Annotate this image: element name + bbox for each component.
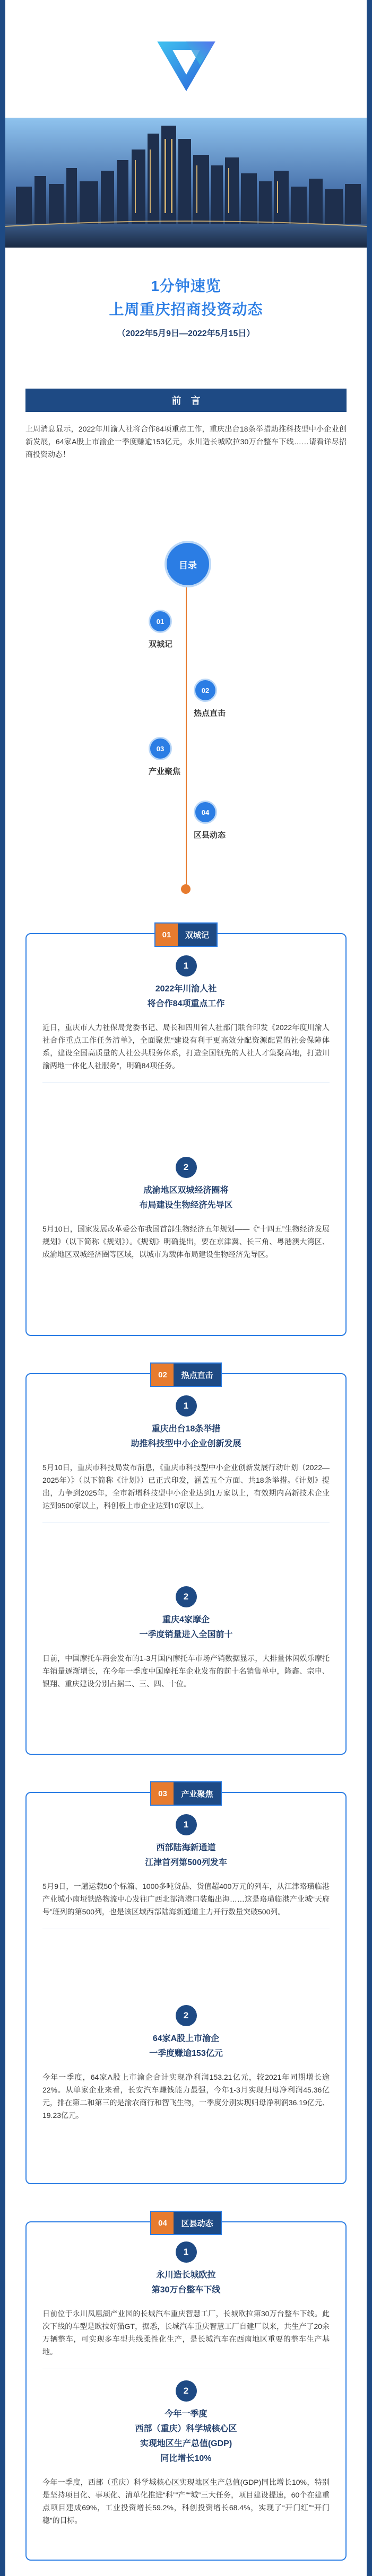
item-title: 永川造长城欧拉 第30万台整车下线 [151, 2271, 221, 2294]
logo-area [5, 32, 367, 95]
item-title: 64家A股上市渝企 一季度赚逾153亿元 [149, 2034, 223, 2058]
item-body: 今年一季度，64家A股上市渝企合计实现净利润153.21亿元，较2021年同期增长逾22%。从单家企业来看，长安汽车赚钱能力最强，今年1-3月实现归母净利润45.36亿元，排在第二和第三的是渝农商行和智飞生物，一季度分别实现归母净利润36.19亿元、19.23亿元。 [42, 2073, 330, 2120]
section-number: 01 [155, 924, 178, 946]
headline-line-2: 上周重庆招商投资动态 [109, 301, 263, 318]
section-number: 03 [151, 1782, 174, 1805]
toc-item-number: 02 [194, 679, 217, 702]
section-number: 04 [151, 2212, 174, 2234]
news-item [42, 2005, 330, 2122]
section-tag [150, 2211, 221, 2235]
item-title: 2022年川渝人社 将合作84项重点工作 [147, 984, 225, 1008]
item-number: 1 [176, 2241, 197, 2263]
section-shuangchengji [25, 930, 347, 1336]
timeline-end-dot [181, 884, 191, 894]
section-hot-topics [25, 1370, 347, 1755]
toc-item[interactable] [149, 610, 260, 649]
news-item [42, 1395, 330, 1523]
news-item [42, 1814, 330, 1929]
toc-item-number: 03 [149, 737, 172, 760]
section-tag [154, 922, 218, 947]
item-body: 近日，重庆市人力社保局党委书记、局长和四川省人社部门联合印发《2022年度川渝人社合作重点工作任务清单》，全面聚焦“建设有利于更高效分配资源配置的社会保障体系，建设全国高质量的人社公共服务体系，打造全国领先的人社人才集聚高地，打造川渝两地一体化人社服务”，明确84项任务。 [42, 1023, 330, 1070]
headline-line-1: 1分钟速览 [151, 278, 221, 294]
item-title: 今年一季度 西部（重庆）科学城核心区 实现地区生产总值(GDP) 同比增长10% [135, 2410, 237, 2463]
toc-item-label: 双城记 [149, 640, 173, 649]
headline [5, 275, 367, 339]
preface-heading: 前 言 [25, 389, 347, 412]
item-body: 5月9日，一趟运载50个标箱、1000多吨货品、货值超400万元的列车，从江津珞璜临港产业城小南垭铁路物流中心发往广西北部湾港口装船出海……这是珞璜临港产业城“天府号”班列的第500列，也是该区域西部陆海新通道主力开行数量突破500列。 [42, 1882, 330, 1916]
item-number: 2 [176, 1157, 197, 1178]
item-body: 今年一季度，西部（重庆）科学城核心区实现地区生产总值(GDP)同比增长10%，特别是坚持项目化、事项化、清单化推进“科”“产”“城”三大任务，项目建设提速，60个在建重点项目建成69%，工业投资增长59.2%，科创投资增长68.4%，实现了“开门红”“开门稳”的目标。 [42, 2478, 330, 2525]
toc-item-number: 04 [194, 801, 217, 824]
toc-item-label: 产业聚焦 [149, 767, 181, 776]
item-body: 日前，中国摩托车商会发布的1-3月国内摩托车市场产销数据显示，大排量休闲娱乐摩托车销量逐渐增长，在今年一季度中国摩托车企业发布的前十名销售单中，隆鑫、宗申、银翔、重庆建设分别占据二、三、四、十位。 [42, 1654, 330, 1688]
news-item [42, 1157, 330, 1261]
item-number: 1 [176, 955, 197, 977]
toc-item-label: 区县动态 [194, 831, 226, 840]
date-range: （2022年5月9日—2022年5月15日） [117, 329, 255, 338]
section-label: 产业聚焦 [174, 1782, 220, 1805]
section-header [27, 1781, 345, 1806]
toc-item-label: 热点直击 [194, 709, 226, 718]
news-item [42, 2241, 330, 2369]
item-number: 2 [176, 1586, 197, 1607]
preface-text: 上周消息显示，2022年川渝人社将合作84项重点工作，重庆出台18条举措助推科技型中小企业创新发展，64家A股上市渝企一季度赚逾153亿元，永川造长城欧拉30万台整车下线……请看详尽招商投资动态！ [25, 425, 347, 459]
table-of-contents [5, 541, 367, 891]
item-body: 5月10日，国家发展改革委公布我国首部生物经济五年规划——《“十四五”生物经济发展规划》（以下简称《规划》）。《规划》明确提出，要在京津冀、长三角、粤港澳大湾区、成渝地区双城经济圈等区域，以城市为载体布局建设生物经济先导区。 [42, 1225, 330, 1259]
toc-item[interactable] [194, 801, 305, 840]
toc-item-number: 01 [149, 610, 172, 633]
toc-title: 目录 [165, 541, 211, 587]
item-title: 重庆出台18条举措 助推科技型中小企业创新发展 [131, 1425, 241, 1448]
item-number: 2 [176, 2380, 197, 2402]
section-district-news [25, 2218, 347, 2561]
item-number: 2 [176, 2005, 197, 2026]
section-header [27, 2211, 345, 2235]
item-title: 西部陆海新通道 江津首列第500列发车 [145, 1843, 227, 1867]
city-skyline-image [5, 118, 367, 248]
section-header [27, 922, 345, 947]
item-number: 1 [176, 1395, 197, 1417]
section-tag [150, 1362, 221, 1387]
toc-item[interactable] [194, 679, 305, 718]
section-industry-focus [25, 1789, 347, 2184]
item-number: 1 [176, 1814, 197, 1835]
news-item [42, 955, 330, 1083]
section-label: 区县动态 [174, 2212, 220, 2234]
section-number: 02 [151, 1364, 174, 1386]
section-header [27, 1362, 345, 1387]
toc-item[interactable] [149, 737, 260, 777]
section-label: 双城记 [178, 924, 217, 946]
item-title: 重庆4家摩企 一季度销量进入全国前十 [139, 1615, 233, 1639]
news-item [42, 2380, 330, 2527]
section-label: 热点直击 [174, 1364, 220, 1386]
item-body: 5月10日，重庆市科技局发布消息，《重庆市科技型中小企业创新发展行动计划（2022—2025年）》（以下简称《计划》）已正式印发，涵盖五个方面、共18条举措。《计划》提出，力争到2025年，全市新增科技型中小企业达到1万家以上，有效期内高新技术企业达到9500家以上，科创板上市企业达到10家以上。 [42, 1463, 330, 1510]
triangle-logo-icon [152, 29, 221, 98]
item-title: 成渝地区双城经济圈将 布局建设生物经济先导区 [139, 1186, 233, 1210]
news-item [42, 1586, 330, 1690]
timeline-line [186, 541, 187, 891]
item-body: 日前位于永川凤凰湖产业园的长城汽车重庆智慧工厂，长城欧拉第30万台整车下线。此次下线的车型是欧拉好猫GT，据悉，长城汽车重庆智慧工厂自建厂以来，共生产了20余万辆整车，可实现多车型共线柔性化生产，是长城汽车在西南地区重要的整车生产基地。 [42, 2309, 330, 2356]
section-tag [150, 1781, 221, 1806]
